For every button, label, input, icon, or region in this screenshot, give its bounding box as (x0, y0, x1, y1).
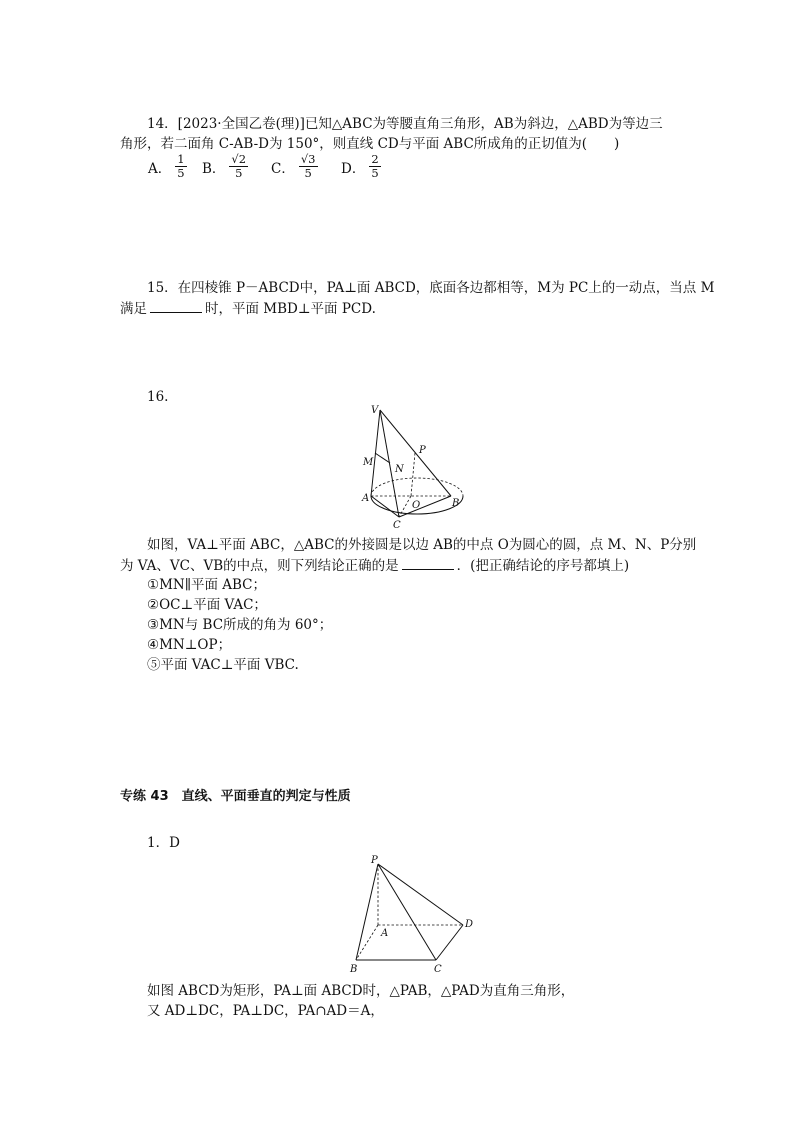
q16-edge-vb (380, 410, 451, 496)
q16-label-n: N (395, 464, 404, 475)
q14-option-b-label: B． (202, 160, 226, 177)
pyramid-edge-pd (378, 864, 463, 925)
q14-option-b-fraction (229, 153, 248, 180)
q15-line2-start: 满足 (120, 301, 147, 317)
q14-option-d-label: D． (341, 160, 366, 177)
pyramid-label-p: P (371, 855, 378, 866)
q14-option-d-fraction (369, 153, 380, 180)
pyramid-label-a: A (381, 928, 389, 939)
q14-line1: 14．[2023·全国乙卷(理)]已知△ABC为等腰直角三角形，AB为斜边，△ABD为等边三 (147, 116, 663, 132)
q16-number: 16. (147, 389, 169, 405)
q16-item-4: ④MN⊥OP； (147, 637, 232, 653)
pyramid-label-b: B (350, 964, 358, 975)
section-line2: 又 AD⊥DC，PA⊥DC，PA∩AD＝A， (147, 1003, 384, 1019)
q16-line2 (120, 556, 629, 575)
q16-label-v: V (371, 405, 379, 416)
pyramid-edge-pc (378, 864, 436, 960)
q14-option-c (271, 153, 322, 180)
q14-option-a-label: A． (148, 160, 172, 177)
q14-option-a-num: 1 (177, 152, 185, 166)
q16-item-5: ⑤平面 VAC⊥平面 VBC. (147, 657, 299, 673)
q14-option-d-num: 2 (371, 152, 379, 166)
q16-label-b: B (452, 498, 460, 509)
q16-cone-figure (355, 400, 470, 530)
q14-option-d-den: 5 (371, 166, 379, 180)
q16-label-m: M (363, 457, 374, 468)
pyramid-edge-cd (436, 925, 463, 960)
q15-line2 (120, 299, 376, 318)
q14-option-a (148, 153, 191, 180)
q14-option-c-den: 5 (304, 166, 312, 180)
q16-label-p: P (419, 445, 426, 456)
pyramid-edge-ab (356, 925, 378, 960)
pyramid-figure (338, 852, 478, 977)
q14-option-a-den: 5 (177, 166, 185, 180)
q16-label-a: A (362, 493, 370, 504)
q16-item-1: ①MN∥平面 ABC； (147, 577, 267, 593)
q14-option-a-fraction (175, 153, 186, 180)
section-line1: 如图 ABCD为矩形，PA⊥面 ABCD时，△PAB，△PAD为直角三角形， (147, 983, 575, 999)
q14-option-b (202, 153, 252, 180)
q16-line2-start: 为 VA、VC、VB的中点，则下列结论正确的是 (120, 558, 399, 574)
pyramid-label-c: C (434, 964, 442, 975)
q15-line1: 15．在四棱锥 P－ABCD中，PA⊥面 ABCD，底面各边都相等，M为 PC上的一动点，当点 M (147, 280, 715, 296)
q14-option-b-num: √2 (231, 152, 247, 166)
q16-label-c: C (393, 520, 401, 530)
q15-answer-blank[interactable] (150, 299, 202, 313)
q16-line1: 如图，VA⊥平面 ABC，△ABC的外接圆是以边 AB的中点 O为圆心的圆，点 M、N、P分别 (147, 537, 697, 553)
q14-option-b-den: 5 (235, 166, 243, 180)
q14-option-c-fraction (299, 153, 318, 180)
pyramid-label-d: D (465, 919, 474, 930)
q16-item-2: ②OC⊥平面 VAC； (147, 597, 267, 613)
q16-label-o: O (412, 500, 421, 511)
q14-option-c-num: √3 (300, 152, 316, 166)
answer-1: 1．D (147, 835, 180, 851)
pyramid-edge-pb (356, 864, 378, 960)
q15-line2-end: 时，平面 MBD⊥平面 PCD. (205, 301, 376, 317)
q16-line2-end: ．(把正确结论的序号都填上) (456, 558, 630, 574)
q16-edge-ac (371, 496, 399, 517)
q14-option-d (341, 153, 385, 180)
q16-segment-op (411, 453, 415, 496)
q14-line2: 角形，若二面角 C-AB-D为 150°，则直线 CD与平面 ABC所成角的正切值为( ) (120, 136, 620, 152)
q16-item-3: ③MN与 BC所成的角为 60°； (147, 617, 333, 633)
q14-option-c-label: C． (271, 160, 295, 177)
section-heading: 专练 43 直线、平面垂直的判定与性质 (120, 789, 351, 804)
q16-answer-blank[interactable] (402, 556, 454, 570)
